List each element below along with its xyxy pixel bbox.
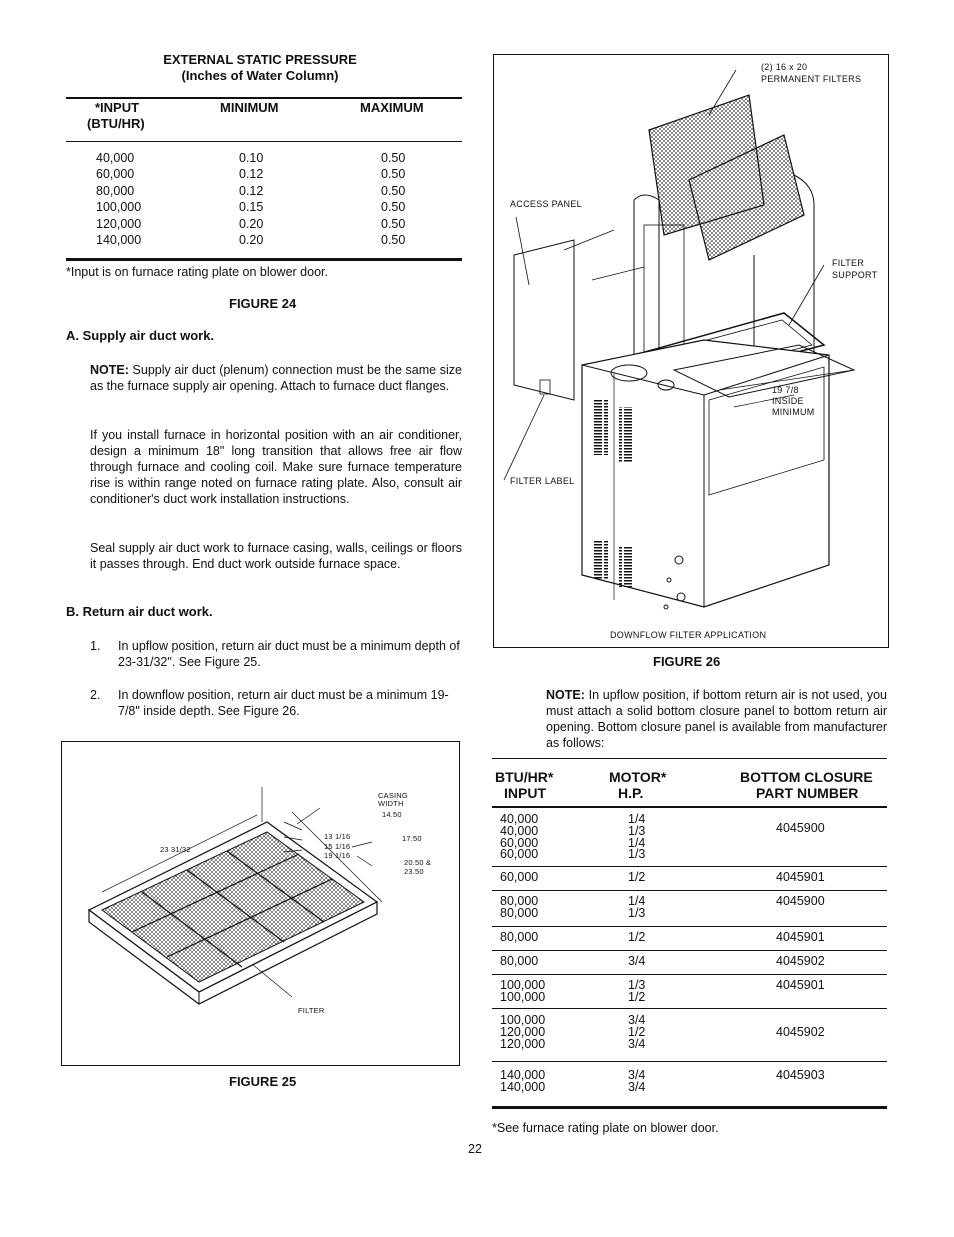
closure-note-label: NOTE: (546, 688, 585, 702)
closure-cell-hp: 1/4 (628, 894, 646, 908)
fig25-label-2331: 23 31/32 (160, 845, 191, 854)
fig25-frame (61, 741, 460, 1066)
closure-cell-part: 4045900 (776, 894, 825, 908)
section-a-heading: A. Supply air duct work. (66, 328, 215, 343)
closure-cell-part: 4045902 (776, 954, 825, 968)
fig25-label-13: 13 1/16 (324, 832, 351, 841)
fig24-cell-input: 120,000 (96, 216, 142, 231)
fig24-cell-min: 0.15 (239, 200, 264, 215)
closure-row-rule (492, 974, 887, 975)
fig25-label-2350: 23.50 (404, 867, 424, 876)
closure-col-part-b: PART NUMBER (756, 785, 859, 801)
fig24-cell-max: 0.50 (381, 216, 406, 231)
closure-bottom-rule (492, 1106, 887, 1109)
closure-row-rule (492, 1061, 887, 1062)
closure-cell-part: 4045901 (776, 978, 825, 992)
closure-cell-input: 120,000 (500, 1024, 546, 1039)
closure-row-rule (492, 950, 887, 951)
section-b-heading: B. Return air duct work. (66, 604, 213, 619)
closure-cell-input: 140,000 (500, 1079, 546, 1094)
fig25-label-2050: 20.50 & (404, 858, 432, 867)
closure-cell-hp: 3/4 (628, 1068, 646, 1082)
fig26-label-app: DOWNFLOW FILTER APPLICATION (610, 630, 767, 640)
fig26-label-support: FILTER SUPPORT (832, 258, 878, 280)
closure-cell-part: 4045901 (776, 930, 825, 944)
closure-row-rule (492, 926, 887, 927)
closure-cell-input: 100,000 (500, 989, 546, 1004)
section-a-note-label: NOTE: (90, 363, 129, 377)
fig24-footnote: *Input is on furnace rating plate on blower door. (66, 265, 328, 279)
section-a-note-text: Supply air duct (plenum) connection must be the same size as the furnace supply air opening. Attach to furnace duct flanges. (90, 363, 462, 393)
fig24-title: EXTERNAL STATIC PRESSURE (163, 52, 357, 67)
closure-cell-part: 4045900 (776, 821, 825, 835)
closure-cell-input: 100,000 (500, 978, 546, 992)
fig24-cell-min: 0.12 (239, 167, 264, 182)
fig25-label-15: 15 1/16 (324, 842, 351, 851)
fig24-header-rule (66, 141, 462, 142)
fig26-label-filters: (2) 16 x 20 PERMANENT FILTERS (761, 62, 862, 84)
fig24-cell-input: 100,000 (96, 200, 142, 215)
section-b-item1-num: 1. (90, 639, 101, 653)
fig24-col-min: MINIMUM (220, 100, 279, 115)
closure-row-rule (492, 866, 887, 867)
closure-col-input-b: INPUT (504, 785, 546, 801)
fig24-cell-max: 0.50 (381, 233, 406, 247)
section-b-item2-num: 2. (90, 688, 101, 702)
closure-col-motor-a: MOTOR* (609, 769, 667, 785)
fig25-label-1750: 17.50 (402, 834, 422, 843)
closure-cell-input: 80,000 (500, 954, 539, 968)
closure-cell-hp: 1/2 (628, 870, 646, 884)
closure-cell-input: 80,000 (500, 905, 539, 920)
page-number: 22 (468, 1142, 482, 1156)
closure-cell-hp: 1/4 (628, 812, 646, 826)
fig24-cell-input: 80,000 (96, 183, 135, 198)
closure-cell-hp: 1/3 (628, 823, 646, 838)
fig25-label-19: 19 1/16 (324, 851, 351, 860)
closure-row-rule (492, 1008, 887, 1009)
fig26-furnace-drawing (494, 55, 888, 647)
fig24-col-max: MAXIMUM (360, 100, 424, 115)
fig24-subtitle: (Inches of Water Column) (181, 68, 339, 83)
fig24-cell-input: 40,000 (96, 151, 135, 165)
closure-cell-input: 40,000 (500, 812, 539, 826)
fig24-cell-max: 0.50 (381, 167, 406, 182)
fig24-cell-input: 140,000 (96, 233, 142, 247)
closure-cell-hp: 1/2 (628, 930, 646, 944)
closure-cell-hp: 3/4 (628, 1013, 646, 1027)
closure-cell-input: 60,000 (500, 847, 539, 862)
closure-cell-hp: 1/3 (628, 978, 646, 992)
fig24-cell-max: 0.50 (381, 183, 406, 198)
closure-cell-part: 4045903 (776, 1068, 825, 1082)
closure-note-text: In upflow position, if bottom return air is not used, you must attach a solid bottom closure panel to bottom return air opening. Bottom closure panel is available from manufacturer as follows: (546, 688, 887, 750)
closure-cell-input: 120,000 (500, 1036, 546, 1051)
fig26-frame (493, 54, 889, 648)
closure-cell-hp: 1/3 (628, 847, 646, 862)
closure-cell-input: 140,000 (500, 1068, 546, 1082)
fig24-bottom-rule (66, 258, 462, 261)
fig24-col-input: *INPUT (95, 100, 140, 115)
fig24-cell-min: 0.20 (239, 233, 264, 247)
fig24-col-input-units: (BTU/HR) (87, 116, 145, 131)
section-a-para1: If you install furnace in horizontal position with an air conditioner, design a minimum 18" long transition that allows free air flow through furnace and cooling coil. Make sure furnace temperature rise is within range noted on furnace rating plate. Also, consult air conditioner's duct work installation instructions. (90, 428, 462, 506)
closure-cell-hp: 1/2 (628, 989, 646, 1004)
fig24-cell-max: 0.50 (381, 151, 406, 165)
closure-row-rule (492, 890, 887, 891)
fig25-label-filter: FILTER (298, 1006, 325, 1015)
fig24-cell-min: 0.12 (239, 183, 264, 198)
section-b-item2-text: In downflow position, return air duct must be a minimum 19-7/8" inside depth. See Figure 26. (118, 688, 449, 718)
closure-cell-input: 80,000 (500, 930, 539, 944)
fig24-cell-min: 0.10 (239, 151, 264, 165)
fig25-label-casing: CASING WIDTH (378, 791, 408, 808)
closure-cell-input: 80,000 (500, 894, 539, 908)
closure-header-rule (492, 806, 887, 808)
closure-cell-input: 60,000 (500, 835, 539, 850)
fig24-cell-max: 0.50 (381, 200, 406, 215)
closure-cell-hp: 1/4 (628, 835, 646, 850)
fig24-top-rule (66, 97, 462, 99)
fig24-cell-min: 0.20 (239, 216, 264, 231)
closure-cell-part: 4045901 (776, 870, 825, 884)
section-a-para2: Seal supply air duct work to furnace casing, walls, ceilings or floors it passes through. End duct work outside furnace space. (90, 541, 462, 571)
closure-top-rule (492, 758, 887, 759)
closure-cell-hp: 1/2 (628, 1024, 646, 1039)
closure-footnote: *See furnace rating plate on blower door. (492, 1121, 719, 1135)
fig26-label-access: ACCESS PANEL (510, 199, 582, 209)
closure-cell-hp: 3/4 (628, 1079, 646, 1094)
closure-note (546, 687, 887, 751)
fig26-caption: FIGURE 26 (653, 654, 721, 669)
closure-col-input-a: BTU/HR* (495, 769, 554, 785)
fig24-cell-input: 60,000 (96, 167, 135, 182)
section-a-note (90, 362, 462, 394)
fig26-label-filterlabel: FILTER LABEL (510, 476, 575, 486)
closure-cell-hp: 1/3 (628, 905, 646, 920)
closure-cell-hp: 3/4 (628, 1036, 646, 1051)
closure-col-motor-b: H.P. (618, 785, 644, 801)
fig25-label-1450: 14.50 (382, 810, 402, 819)
closure-cell-input: 100,000 (500, 1013, 546, 1027)
closure-cell-input: 60,000 (500, 870, 539, 884)
closure-cell-part: 4045902 (776, 1025, 825, 1039)
closure-col-part-a: BOTTOM CLOSURE (740, 769, 873, 785)
closure-cell-input: 40,000 (500, 823, 539, 838)
closure-cell-hp: 3/4 (628, 954, 646, 968)
fig26-label-inside: 19 7/8 INSIDE MINIMUM (772, 385, 815, 417)
fig25-caption: FIGURE 25 (229, 1074, 297, 1089)
fig24-caption: FIGURE 24 (229, 296, 297, 311)
section-b-item1-text: In upflow position, return air duct must be a minimum depth of 23-31/32". See Figure 25. (118, 639, 460, 669)
